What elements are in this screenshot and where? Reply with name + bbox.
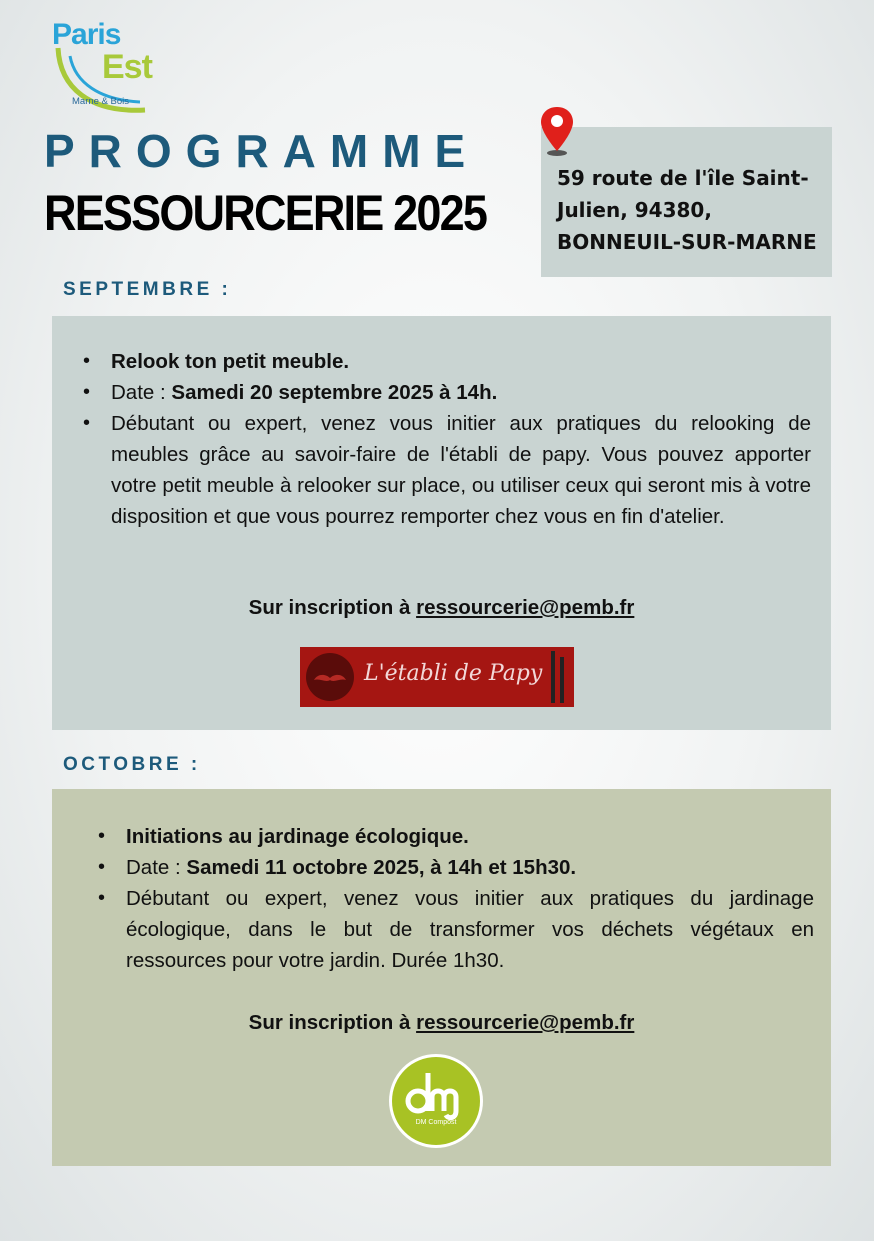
september-event-title: Relook ton petit meuble.	[111, 350, 350, 373]
september-signup	[52, 596, 831, 620]
october-event-list	[126, 821, 814, 976]
etabli-de-papy-logo-text: L'établi de Papy	[364, 661, 543, 686]
list-item	[111, 346, 811, 377]
september-description: Débutant ou expert, venez vous initier aux pratiques du relooking de meubles grâce au savoir-faire de l'établi de papy. Vous pouvez apporter votre petit meuble à relooker sur place, ou utiliser ceux qui seront mis à votre disposition et que vous pourrez remporter chez vous en fin d'atelier.	[111, 412, 811, 528]
october-heading: OCTOBRE :	[63, 754, 201, 775]
page-title-ressourcerie: RESSOURCERIE 2025	[44, 185, 487, 241]
list-item	[126, 821, 814, 852]
dm-compost-graphic	[388, 1053, 484, 1149]
september-heading: SEPTEMBRE :	[63, 279, 232, 300]
mustache-icon	[306, 653, 354, 701]
list-item	[111, 377, 811, 408]
list-item	[126, 852, 814, 883]
september-signup-label: Sur inscription à	[248, 596, 417, 619]
september-event-list	[111, 346, 811, 532]
etabli-de-papy-logo	[300, 647, 574, 707]
address-line-2: Julien, 94380,	[557, 198, 712, 222]
october-date-value: Samedi 11 octobre 2025, à 14h et 15h30.	[186, 856, 577, 879]
september-signup-email-link[interactable]: ressourcerie@pemb.fr	[416, 596, 635, 619]
october-signup-email-link[interactable]: ressourcerie@pemb.fr	[416, 1011, 635, 1034]
logo-word-paris: Paris	[52, 18, 121, 51]
october-signup-label: Sur inscription à	[248, 1011, 417, 1034]
tools-icon	[548, 649, 568, 705]
dm-compost-logo	[388, 1053, 484, 1149]
september-date-value: Samedi 20 septembre 2025 à 14h.	[171, 381, 498, 404]
list-item	[111, 408, 811, 532]
list-item	[126, 883, 814, 976]
page-title-programme: PROGRAMME	[44, 125, 480, 177]
paris-est-logo	[50, 18, 175, 118]
address-line-1: 59 route de l'île Saint-	[557, 166, 809, 190]
address-line-3: BONNEUIL-SUR-MARNE	[557, 230, 817, 254]
october-event-box	[52, 789, 831, 1166]
october-event-title: Initiations au jardinage écologique.	[126, 825, 469, 848]
logo-subtitle: Marne & Bois	[72, 96, 130, 107]
october-signup	[52, 1011, 831, 1035]
logo-word-est: Est	[102, 48, 152, 86]
october-date-label: Date :	[126, 856, 187, 879]
september-date-label: Date :	[111, 381, 172, 404]
dm-compost-label: DM Compost	[415, 1119, 457, 1126]
address-box	[541, 127, 832, 277]
september-event-box	[52, 316, 831, 730]
map-pin-icon	[538, 105, 576, 157]
october-description: Débutant ou expert, venez vous initier aux pratiques du jardinage écologique, dans le but de transformer vos déchets végétaux en ressources pour votre jardin. Durée 1h30.	[126, 887, 814, 972]
